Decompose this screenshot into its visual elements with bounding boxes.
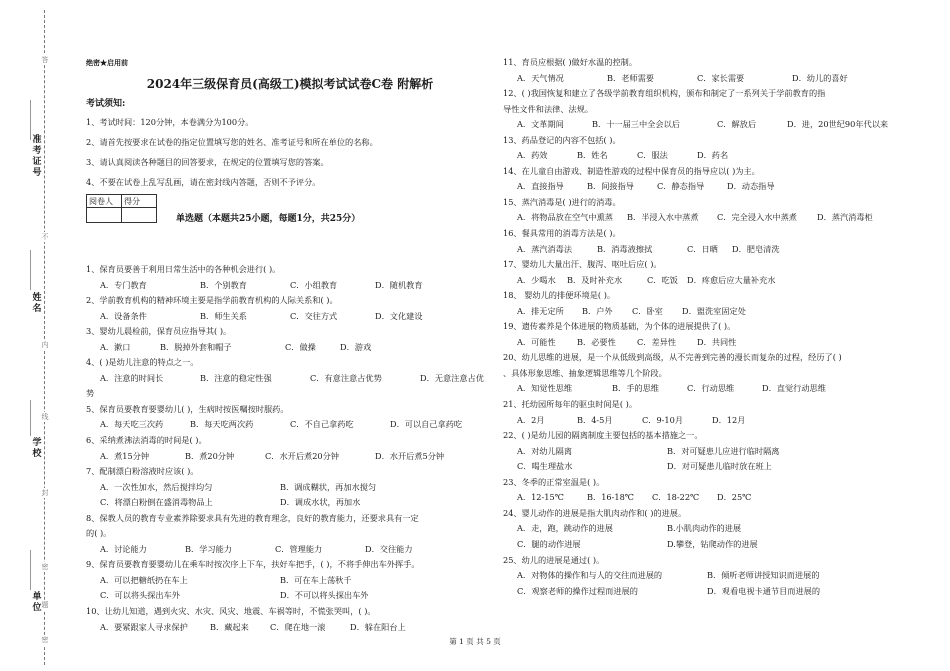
option-row [503,537,933,553]
option[interactable]: D．动态指导 [727,181,775,192]
option[interactable]: D．进，20世纪90年代以来 [787,119,889,130]
score-cell[interactable] [122,208,157,223]
page-footer: 第 1 页 共 5 页 [449,637,501,646]
questions-left [86,262,494,635]
option[interactable]: A．天气情况 [517,72,564,83]
option-row [86,542,494,558]
option[interactable]: C．喝生理盐水 [517,461,573,472]
option-row [86,588,494,604]
option[interactable]: A．讨论能力 [100,543,147,554]
question-stem: 5、保育员要教育要婴幼儿( )，生病时按医嘱按时服药。 [86,403,289,414]
option[interactable]: B．十一届三中全会以后 [592,119,680,130]
reviewer-label: 阅卷人 [87,195,122,208]
notice-item: 2、请首先按要求在试卷的指定位置填写您的姓名、准考证号和所在单位的名称。 [86,137,378,147]
question [86,464,494,511]
option-row [86,278,494,294]
option[interactable]: B．间接指导 [587,181,634,192]
score-label: 得分 [122,195,157,208]
option[interactable]: A．将物品放在空气中熏蒸 [517,212,613,223]
option[interactable]: B．调成糊状，再加水搅匀 [280,481,377,492]
questions-right [503,55,933,599]
question-stem: 20、幼儿思维的进展，是一个从低级到高级，从不完善到完善的漫长而复杂的过程，经历了( ) [503,352,842,363]
seal-char: 题 [41,601,49,609]
question-stem: 18、 婴幼儿的排便环境是( )。 [503,290,616,301]
option[interactable]: B．老师需要 [607,72,654,83]
option[interactable]: C．日晒 [687,243,718,254]
question [86,293,494,324]
binding-margin [0,0,55,671]
option[interactable]: B．对可疑患儿应进行临时隔离 [667,445,780,456]
question-stem: 7、配制漂白粉溶液时应该( )。 [86,466,199,477]
option-row [86,620,494,636]
option-row [86,417,494,433]
name-label: 姓名 [32,293,42,314]
question [503,506,933,553]
option[interactable]: B．煮20分钟 [185,450,235,461]
option-row [503,273,933,289]
option[interactable]: A．少喝水 [517,274,556,285]
option-row [503,148,933,164]
section-heading: 单选题（本题共25小题，每题1分，共25分） [176,214,361,224]
question-stem: 3、婴幼儿晨检前，保育员应指导其( )。 [86,326,232,337]
option[interactable]: C．爬在地一滚 [270,621,326,632]
option[interactable]: C．行动思维 [687,383,735,394]
question-stem: 24、婴儿动作的进展是指大肌肉动作和( )的进展。 [503,507,687,518]
exam-id-field[interactable] [30,100,31,140]
page-title: 2024年三级保育员(高级工)模拟考试试卷C卷 附解析 [146,77,434,91]
question [503,288,933,319]
question [86,511,494,558]
unit-field[interactable] [30,550,31,590]
question [86,557,494,604]
notice-item: 4、不要在试卷上乱写乱画，请在密封线内答题，否则不予评分。 [86,177,321,187]
option[interactable]: A．2月 [517,414,545,425]
question-stem: 15、蒸汽消毒是( )进行的消毒。 [503,196,621,207]
option-row [86,371,494,387]
question-stem: 25、幼儿的进展是通过( )。 [503,554,605,565]
option[interactable]: D．对可疑患儿临时放在班上 [667,461,772,472]
option[interactable]: B．藏起来 [210,621,249,632]
option[interactable]: C．不自己拿药吃 [290,419,354,430]
question-stem: 8、保教人员的教育专业素养除要求具有先进的教育理念，良好的教育能力，还要求具有一定 [86,512,419,523]
option[interactable]: D．无意注意占优 [420,372,484,383]
school-label: 学校 [32,438,42,459]
school-field[interactable] [30,400,31,436]
question [86,355,494,402]
question-stem: 23、冬季的正常室温是( )。 [503,476,605,487]
seal-char: 封 [41,489,49,497]
option[interactable]: B．个别教育 [200,279,247,290]
notice-item: 1、考试时间：120分钟，本卷满分为100分。 [86,117,254,127]
option[interactable]: D．随机教育 [375,279,423,290]
option[interactable]: D．游戏 [340,341,372,352]
option-row [503,210,933,226]
option-row [503,413,933,429]
option[interactable]: A．12-15℃ [517,492,564,503]
question-stem: 13、药品登记的内容不包括( )。 [503,134,621,145]
question-stem: 10、让幼儿知道，遇到火灾、水灾、风灾、地震、车祸等时，不慌张哭叫，( )。 [86,606,376,617]
seal-char: 不 [41,233,49,241]
option-row [503,179,933,195]
reviewer-cell[interactable] [87,208,122,223]
option[interactable]: D．盥洗室固定处 [682,305,746,316]
question-stem: 4、( )是幼儿注意的特点之一。 [86,357,199,368]
option[interactable]: C．小组教育 [290,279,338,290]
option-row [503,381,933,397]
option[interactable]: C．可以将头探出车外 [100,590,180,601]
option[interactable]: D．疼愈后应大量补充水 [687,274,776,285]
score-box [86,194,157,223]
option-row [503,242,933,258]
question [503,164,933,195]
secret-mark: 绝密★启用前 [86,58,128,67]
question-stem: 9、保育员要教育要婴幼儿在乘车时按次序上下车，扶好车把手，( )，不将手伸出车外挥手。 [86,559,420,570]
option-row [503,335,933,351]
option[interactable]: C．观察老师的操作过程而进展的 [517,585,638,596]
option[interactable]: C．管理能力 [275,543,323,554]
option[interactable]: B．手的思维 [612,383,659,394]
option[interactable]: B.小肌肉动作的进展 [667,523,742,534]
option[interactable]: D．不可以将头探出车外 [280,590,369,601]
option[interactable]: A．一次性加水，然后搅拌均匀 [100,481,213,492]
question-stem: 19、遗传素养是个体进展的物质基础，为个体的进展提供了( )。 [503,321,736,332]
question-stem: 14、在儿童自由游戏、制造性游戏的过程中保育员的指导应以( )为主。 [503,165,760,176]
question [503,226,933,257]
option[interactable]: A．设备条件 [100,310,147,321]
option[interactable]: B．注意的稳定性强 [200,372,272,383]
question-stem: 11、育员应根据( )做好水温的控制。 [503,57,638,67]
question-stem-cont: 、具体形象思维、抽象逻辑思维等几个阶段。 [503,367,667,378]
question-stem: 21、托幼园所每年的驱虫时间是( )。 [503,399,638,410]
option[interactable]: B．半浸入水中蒸煮 [627,212,699,223]
question [503,350,933,397]
option[interactable]: C．水开后煮20分钟 [265,450,339,461]
notice-heading: 考试须知: [86,99,126,109]
question [503,86,933,133]
option[interactable]: B．必要性 [577,336,616,347]
option[interactable]: C．做操 [285,341,316,352]
option[interactable]: D．幼儿的喜好 [792,72,848,83]
option[interactable]: D．蒸汽消毒柜 [817,212,873,223]
question [86,604,494,635]
question [86,433,494,464]
option[interactable]: D．文化建设 [375,310,423,321]
option[interactable]: C．解放后 [717,119,757,130]
question-stem: 17、婴幼儿大量出汗、腹泻、呕吐后应( )。 [503,259,662,270]
question-stem: 1、保育员要善于利用日常生活中的各种机会进行( )。 [86,264,281,274]
option[interactable]: C．静态指导 [657,181,705,192]
option[interactable]: B．每天吃两次药 [190,419,254,430]
option[interactable]: D．12月 [712,414,746,425]
question-stem-cont: 导性文件和法律、法规。 [503,103,594,114]
option-row [503,304,933,320]
option[interactable]: D．躲在阳台上 [350,621,406,632]
option[interactable]: B．倾听老师讲授知识而进展的 [707,570,820,581]
option-row [503,584,933,600]
question-stem: 22、( )是幼儿园的隔离制度主要包括的基本措施之一。 [503,430,703,441]
option-row [503,444,933,460]
option[interactable]: A．可能性 [517,336,556,347]
option[interactable]: A．文革期间 [517,119,564,130]
option[interactable]: C．服法 [637,150,668,161]
seal-char: 内 [41,341,49,349]
exam-id-label: 准考证号 [32,135,42,178]
option[interactable]: D.攀登，钻爬动作的进展 [667,538,758,549]
option[interactable]: C．家长需要 [697,72,745,83]
option[interactable]: C．差异性 [637,336,677,347]
unit-label: 单位 [32,592,42,613]
option[interactable]: A．排无定所 [517,305,564,316]
seal-char: 密 [41,636,49,644]
option-row [503,459,933,475]
option[interactable]: C．将漂白粉倒在盛消毒物品上 [100,497,213,508]
option-row [86,309,494,325]
option[interactable]: B．及时补充水 [567,274,623,285]
question [86,262,494,293]
option[interactable]: C．18-22℃ [652,492,700,503]
question [503,195,933,226]
seal-char: 密 [41,563,49,571]
option[interactable]: A．药效 [517,150,548,161]
option[interactable]: D．观看电视卡通节目而进展的 [707,585,821,596]
option[interactable]: A．注意的时间长 [100,372,164,383]
option[interactable]: A．煮15分钟 [100,450,150,461]
question-stem: 6、采纳煮沸法消毒的时间是( )。 [86,435,207,446]
question [503,553,933,600]
option[interactable]: A．直接指导 [517,181,564,192]
option[interactable]: C．9-10月 [642,414,684,425]
option[interactable]: C．交往方式 [290,310,338,321]
question [503,428,933,475]
option[interactable]: C．有意注意占优势 [310,372,382,383]
question [503,55,933,86]
option-row [86,449,494,465]
option[interactable]: A．蒸汽消毒法 [517,243,573,254]
option[interactable]: D．25℃ [717,492,752,503]
option-row [86,480,494,496]
option-row [86,340,494,356]
notice-item: 3、请认真阅读各种题目的回答要求，在规定的位置填写您的答案。 [86,157,329,167]
option[interactable]: D．药名 [697,150,729,161]
question [86,402,494,433]
option[interactable]: A．专门教育 [100,279,147,290]
option[interactable]: B．消毒液擦拭 [597,243,653,254]
option[interactable]: B．户外 [582,305,613,316]
question [86,324,494,355]
question-stem-cont: 的( )。 [86,528,112,539]
question-stem: 2、学前教育机构的精神环境主要是指学前教育机构的人际关系和( )。 [86,295,338,306]
option-row [86,573,494,589]
question-stem: 12、( )我国恢复和建立了各级学前教育组织机构，颁布和制定了一系列关于学前教育的指 [503,88,826,99]
option-row [503,490,933,506]
option[interactable]: A．走，跑，跳动作的进展 [517,523,613,534]
option[interactable]: A．要紧跟家人寻求保护 [100,621,188,632]
option[interactable]: C．吃饭 [647,274,678,285]
option-row [86,495,494,511]
option[interactable]: C．完全浸入水中蒸煮 [717,212,797,223]
question [503,397,933,428]
option-row [503,568,933,584]
option[interactable]: A．知觉性思维 [517,383,573,394]
option[interactable]: D．水开后煮5分钟 [375,450,445,461]
option[interactable]: D．直觉行动思维 [762,383,826,394]
option[interactable]: B．师生关系 [200,310,247,321]
option[interactable]: A．每天吃三次药 [100,419,164,430]
question [503,257,933,288]
seal-char: 答 [41,56,49,64]
option[interactable]: C．卧室 [632,305,663,316]
option-row [503,117,933,133]
option[interactable]: B．脱掉外套和帽子 [160,341,232,352]
option[interactable]: B．学习能力 [185,543,232,554]
option[interactable]: D．共同性 [697,336,737,347]
option[interactable]: D．肥皂清洗 [732,243,780,254]
option[interactable]: A．漱口 [100,341,131,352]
option[interactable]: D．调成水状，再加水 [280,497,361,508]
option[interactable]: C．腿的动作进展 [517,538,581,549]
option[interactable]: B．姓名 [577,150,608,161]
question [503,475,933,506]
option-row [503,521,933,537]
question-stem: 16、餐具常用的消毒方法是( )。 [503,228,621,239]
question [503,319,933,350]
option-row [503,71,933,87]
option[interactable]: B．4-5月 [577,414,613,425]
option[interactable]: D．可以自己拿药吃 [390,419,463,430]
option[interactable]: A．对幼儿隔离 [517,445,573,456]
seal-char: 线 [41,413,49,421]
option[interactable]: A．对物体的操作和与人的交往而进展的 [517,570,663,581]
option[interactable]: B．16-18℃ [587,492,634,503]
option[interactable]: A．可以把糖纸扔在车上 [100,574,188,585]
name-field[interactable] [30,250,31,290]
question-wrap: 势 [86,388,95,399]
option[interactable]: D．交往能力 [365,543,413,554]
question [503,133,933,164]
option[interactable]: B．可在车上荡秋千 [280,574,352,585]
